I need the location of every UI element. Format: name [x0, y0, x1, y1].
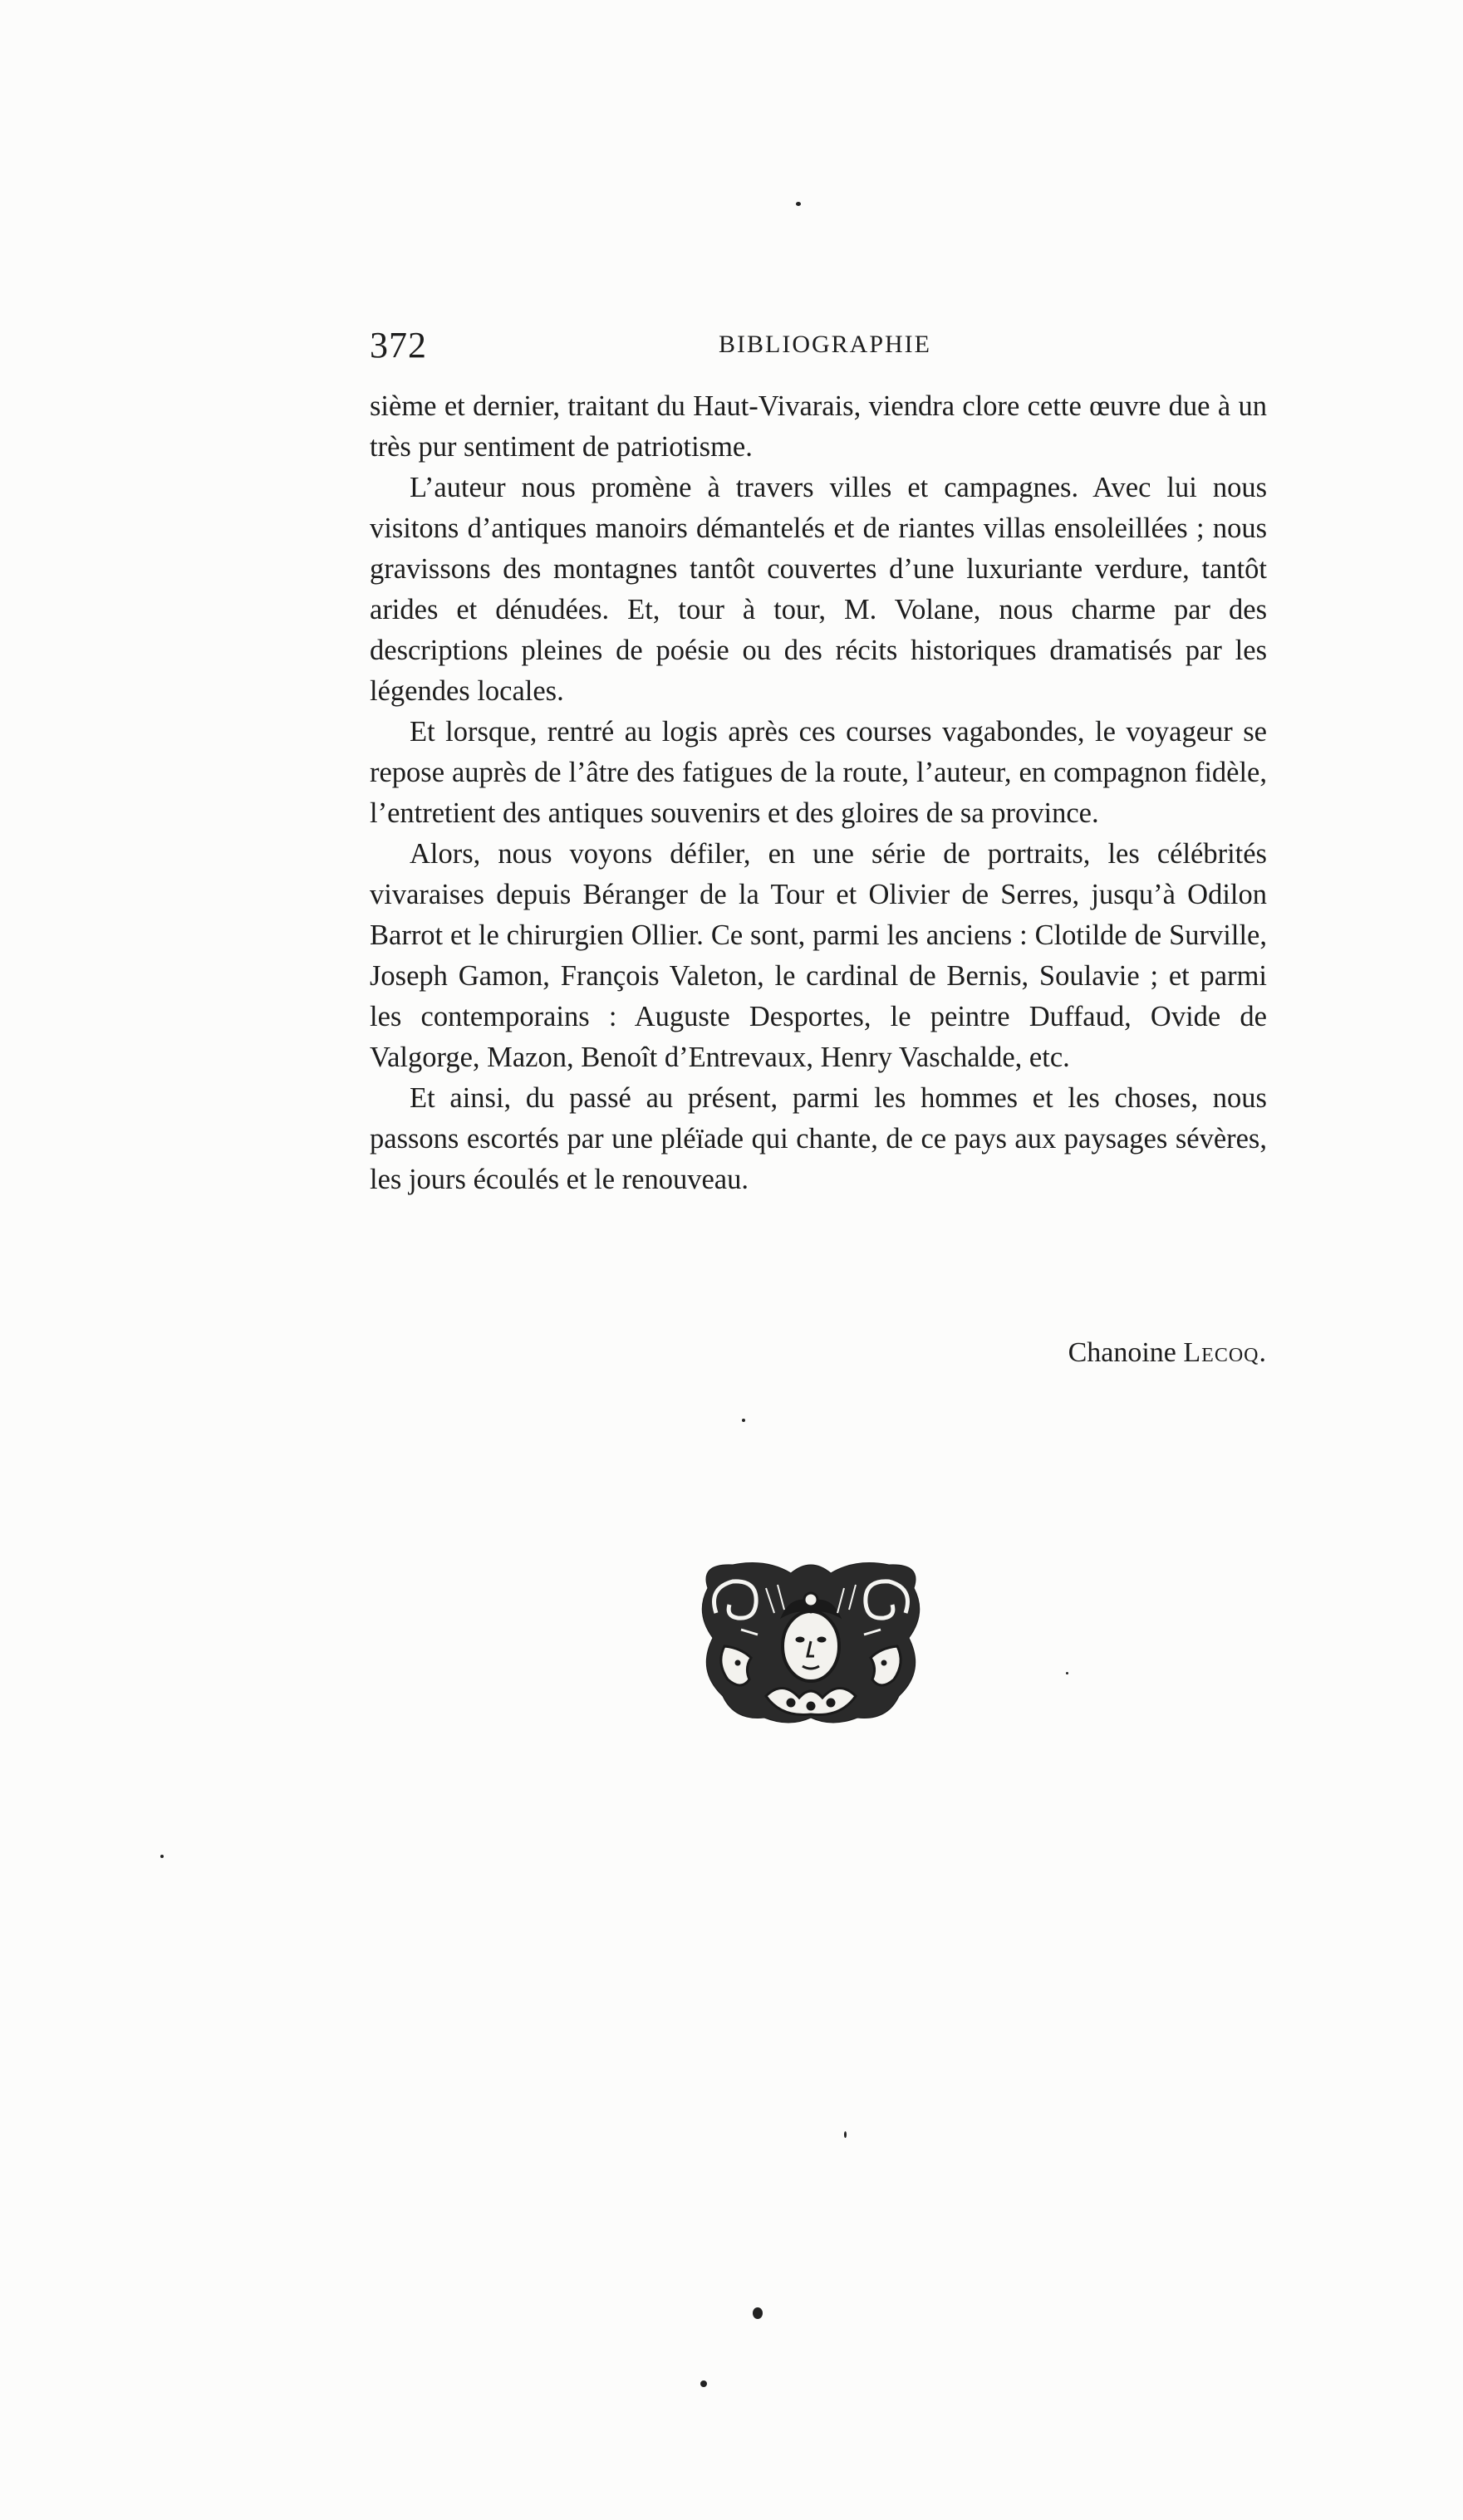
- ink-speck: [753, 2307, 763, 2319]
- paragraph: Et lorsque, rentré au logis après ces courses vagabondes, le voyageur se repose auprès de l’âtre des fatigues de la route, l’auteur, en compagnon fidèle, l’entretient des antiques souvenirs et des gloires de sa province.: [370, 716, 1267, 829]
- signature-name: Lecoq.: [1183, 1337, 1267, 1368]
- ink-speck: [844, 2131, 847, 2138]
- ink-speck: [160, 1855, 164, 1858]
- running-title: BIBLIOGRAPHIE: [719, 331, 931, 358]
- paragraph-continuation: sième et dernier, traitant du Haut-Vivarais, viendra clore cette œuvre due à un très pur sentiment de patriotisme.: [370, 390, 1267, 463]
- ink-speck: [742, 1419, 745, 1422]
- paragraph: L’auteur nous promène à travers villes et campagnes. Avec lui nous visitons d’antiques manoirs démantelés et de riantes villas ensoleillées ; nous gravissons des montagnes tantôt couvertes d’une luxuriante verdure, tantôt arides et dénudées. Et, tour à tour, M. Volane, nous charme par des descriptions pleines de poésie ou des récits historiques dramatisés par les légendes locales.: [370, 472, 1267, 707]
- ink-speck: [1066, 1672, 1068, 1674]
- paragraph: Et ainsi, du passé au présent, parmi les hommes et les choses, nous passons escortés par une pléïade qui chante, de ce pays aux paysages sévères, les jours écoulés et le renouveau.: [370, 1082, 1267, 1195]
- running-head: [370, 324, 1304, 374]
- ink-speck: [796, 202, 801, 206]
- author-signature: [1068, 1337, 1267, 1369]
- page-number: 372: [370, 325, 427, 365]
- ink-speck: [700, 2380, 707, 2387]
- paragraph: Alors, nous voyons défiler, en une série de portraits, les célébrités vivaraises depuis Béranger de la Tour et Olivier de Serres, jusqu’à Odilon Barrot et le chirurgien Ollier. Ce sont, parmi les anciens : Clotilde de Surville, Joseph Gamon, François Valeton, le cardinal de Bernis, Soulavie ; et parmi les contemporains : Auguste Desportes, le peintre Duffaud, Ovide de Valgorge, Mazon, Benoît d’Entrevaux, Henry Vaschalde, etc.: [370, 838, 1267, 1073]
- signature-title: Chanoine: [1068, 1337, 1176, 1368]
- grotesque-mask-tailpiece-icon: [691, 1555, 930, 1728]
- article-body: [370, 386, 1267, 1200]
